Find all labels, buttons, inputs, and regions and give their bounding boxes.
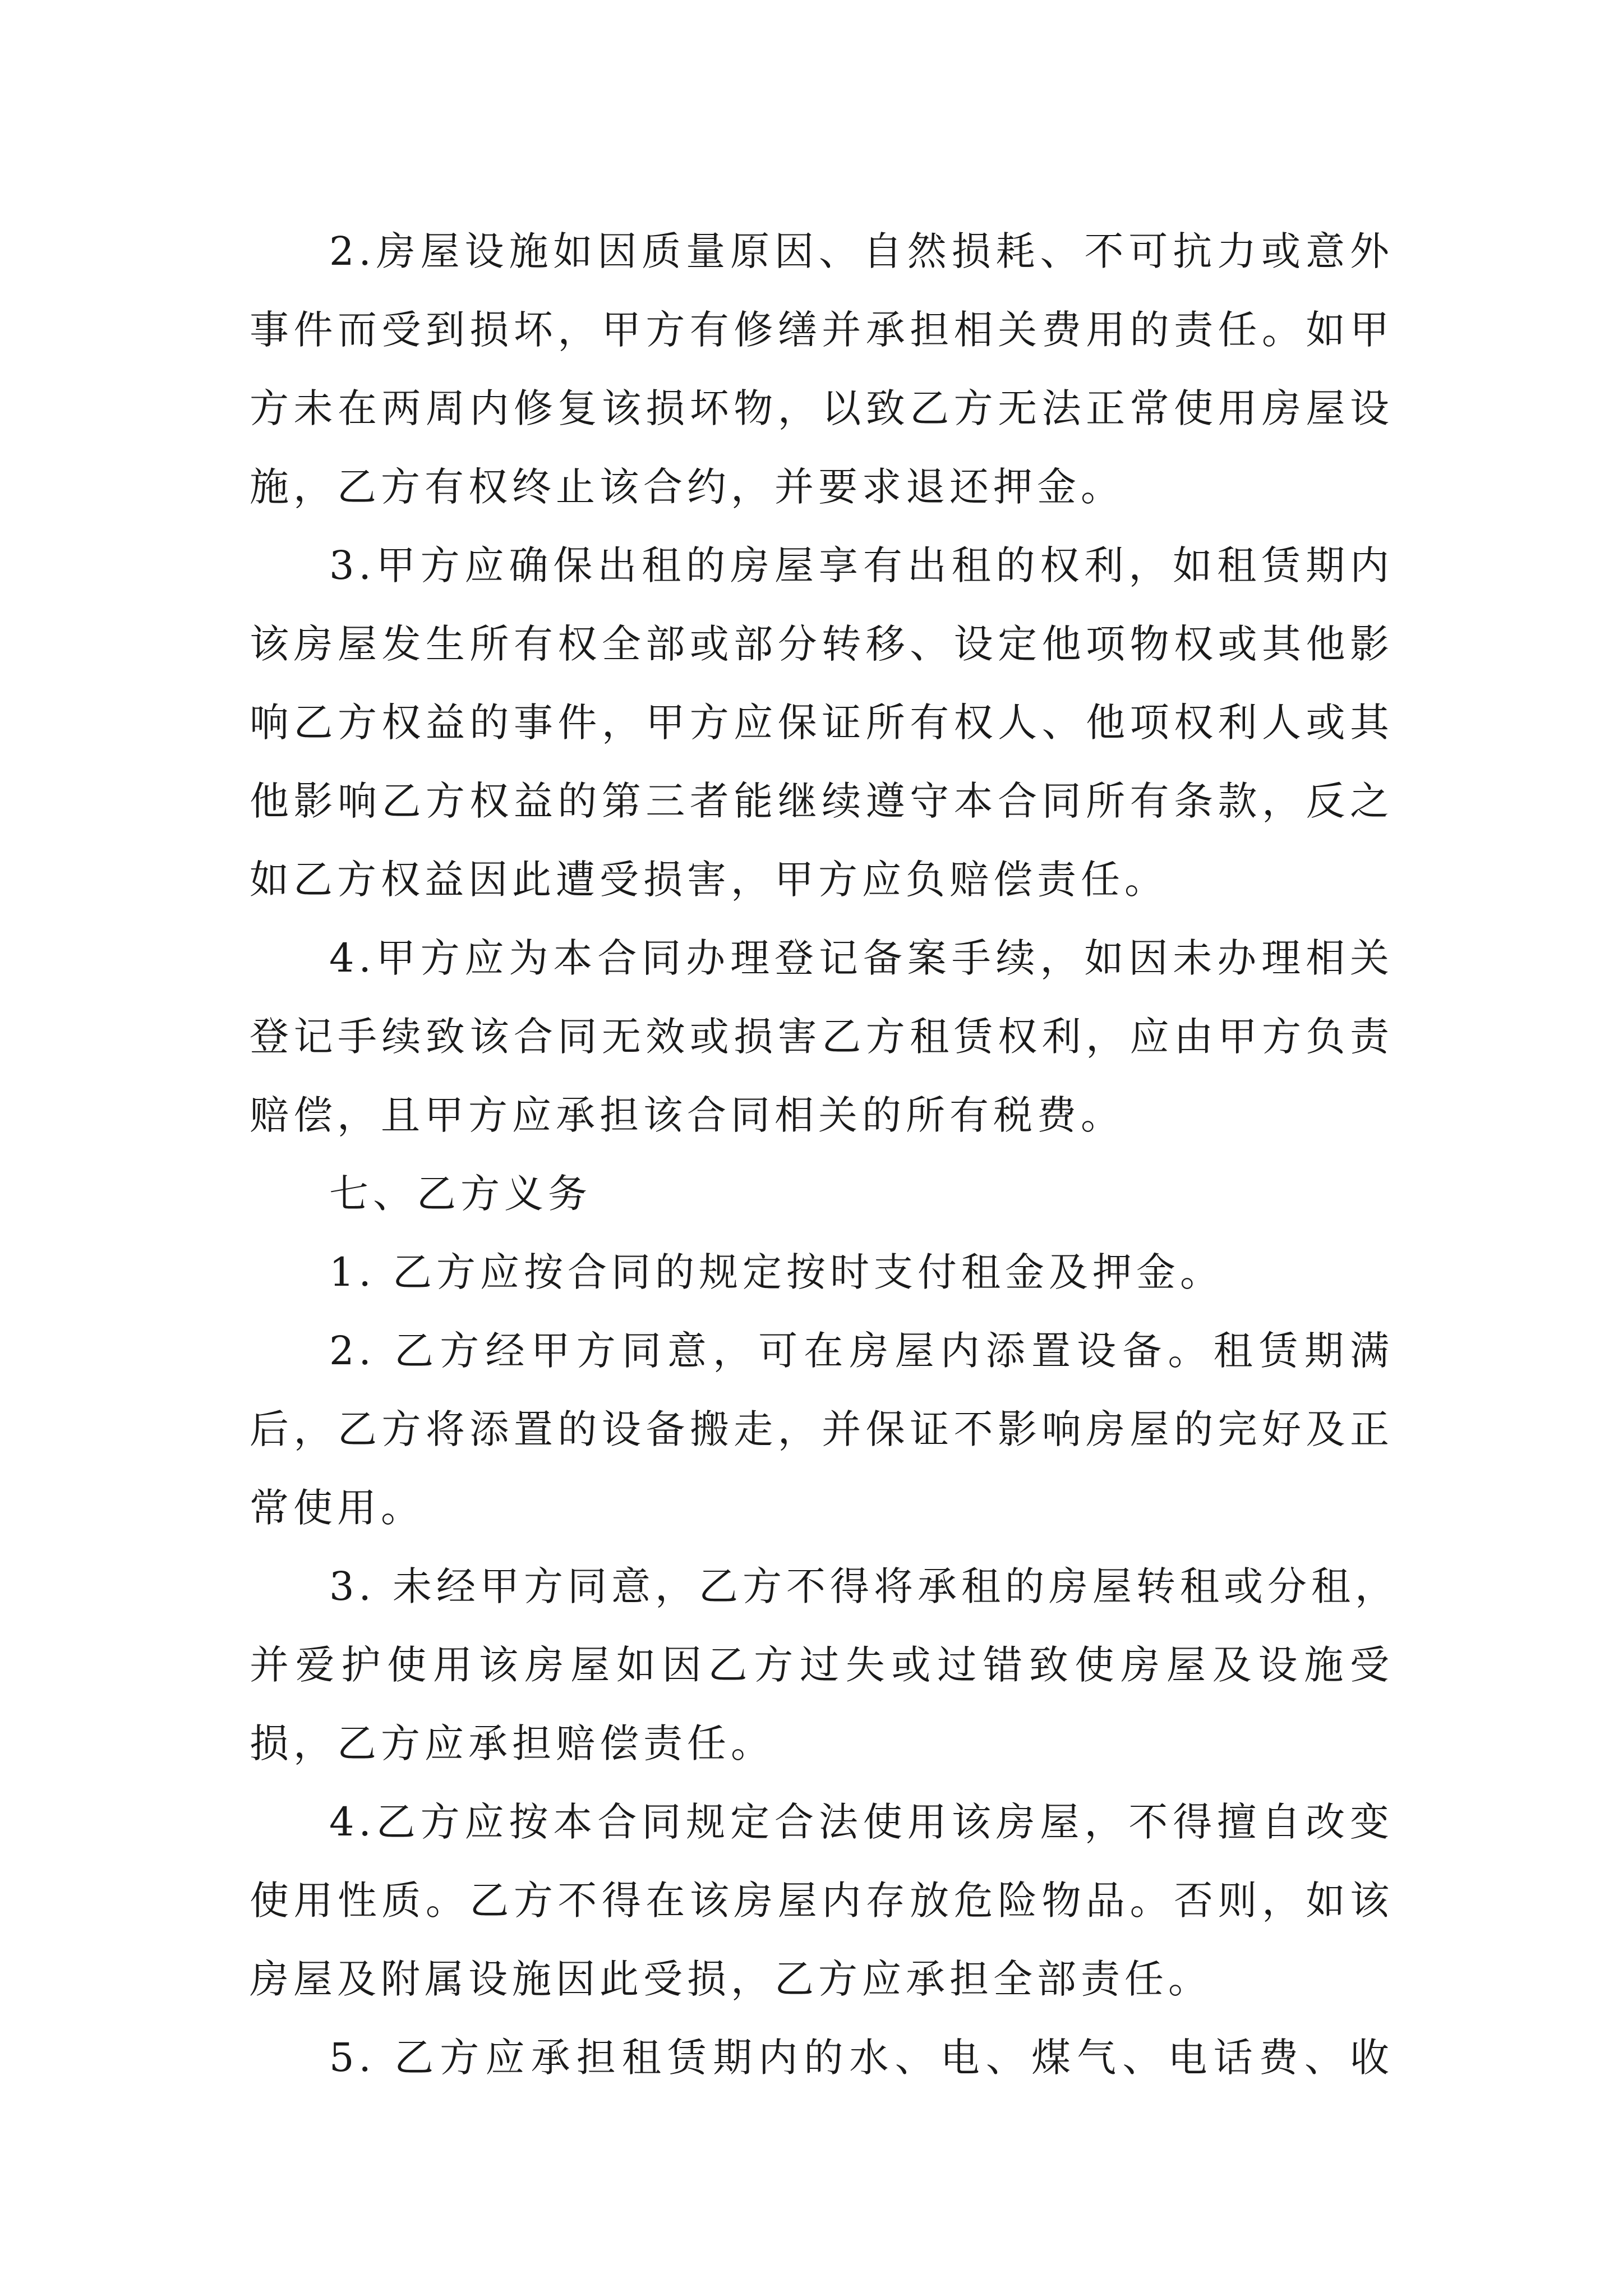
text-line: 3. 未经甲方同意，乙方不得将承租的房屋转租或分租，	[329, 1563, 1399, 1609]
text-line: 2.房屋设施如因质量原因、自然损耗、不可抗力或意外	[329, 228, 1394, 274]
text-line: 使用性质。乙方不得在该房屋内存放危险物品。否则，如该	[250, 1878, 1394, 1924]
text-line: 施，乙方有权终止该合约，并要求退还押金。	[250, 464, 1124, 510]
text-line: 后，乙方将添置的设备搬走，并保证不影响房屋的完好及正	[250, 1406, 1394, 1452]
text-line: 他影响乙方权益的第三者能继续遵守本合同所有条款，反之	[250, 778, 1394, 824]
text-line: 登记手续致该合同无效或损害乙方租赁权利，应由甲方负责	[250, 1014, 1394, 1060]
text-line: 损，乙方应承担赔偿责任。	[250, 1720, 774, 1766]
text-line: 常使用。	[250, 1485, 425, 1531]
text-line: 该房屋发生所有权全部或部分转移、设定他项物权或其他影	[250, 621, 1394, 667]
text-line: 2. 乙方经甲方同意，可在房屋内添置设备。租赁期满	[329, 1328, 1394, 1374]
text-line: 事件而受到损坏，甲方有修缮并承担相关费用的责任。如甲	[250, 307, 1394, 353]
text-line: 4.甲方应为本合同办理登记备案手续，如因未办理相关	[329, 935, 1394, 981]
text-line: 方未在两周内修复该损坏物，以致乙方无法正常使用房屋设	[250, 385, 1394, 431]
text-line: 3.甲方应确保出租的房屋享有出租的权利，如租赁期内	[329, 542, 1394, 588]
text-line: 1. 乙方应按合同的规定按时支付租金及押金。	[329, 1249, 1224, 1295]
text-line: 4.乙方应按本合同规定合法使用该房屋，不得擅自改变	[329, 1799, 1394, 1845]
text-line: 如乙方权益因此遭受损害，甲方应负赔偿责任。	[250, 857, 1168, 903]
text-line: 响乙方权益的事件，甲方应保证所有权人、他项权利人或其	[250, 700, 1394, 746]
text-line: 并爱护使用该房屋如因乙方过失或过错致使房屋及设施受	[250, 1642, 1394, 1688]
text-line: 5. 乙方应承担租赁期内的水、电、煤气、电话费、收	[329, 2035, 1394, 2081]
text-line: 赔偿，且甲方应承担该合同相关的所有税费。	[250, 1092, 1124, 1138]
text-line: 七、乙方义务	[329, 1171, 592, 1217]
text-line: 房屋及附属设施因此受损，乙方应承担全部责任。	[250, 1956, 1212, 2002]
document-body	[250, 212, 1399, 2097]
